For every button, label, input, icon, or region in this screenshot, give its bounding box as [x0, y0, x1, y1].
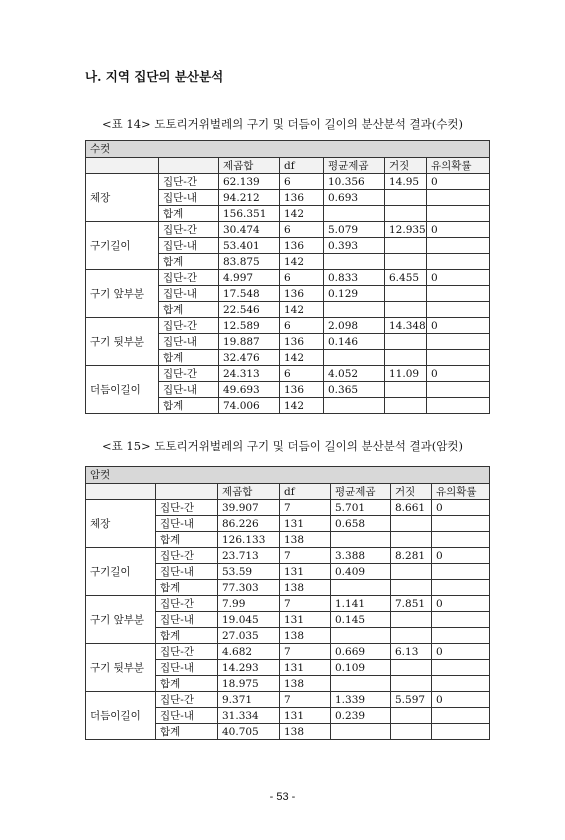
table-cell: 39.907 [218, 500, 280, 516]
table-cell [385, 206, 427, 222]
table-cell: 7 [280, 500, 331, 516]
table-cell [324, 302, 385, 318]
table-cell: 집단-내 [159, 334, 219, 350]
table-cell [324, 206, 385, 222]
table-row [86, 222, 490, 238]
table-cell: 0.393 [324, 238, 385, 254]
table-cell [385, 286, 427, 302]
table-cell: 4.997 [219, 270, 280, 286]
table-cell [391, 676, 432, 692]
table-cell: 0.833 [324, 270, 385, 286]
table-cell: 합계 [156, 628, 218, 644]
table-row [86, 174, 490, 190]
table-cell: 5.701 [331, 500, 391, 516]
group-label: 더듬이길이 [86, 692, 156, 740]
table-cell: 136 [280, 334, 324, 350]
table-cell: 126.133 [218, 532, 280, 548]
table-cell: 138 [280, 580, 331, 596]
table-cell [391, 580, 432, 596]
table-cell: 136 [280, 286, 324, 302]
table-cell [391, 628, 432, 644]
column-header [86, 158, 159, 174]
table-row [86, 596, 490, 612]
table-cell: 6 [280, 366, 324, 382]
table-cell: 142 [280, 398, 324, 414]
table-cell: 19.045 [218, 612, 280, 628]
table-cell: 131 [280, 564, 331, 580]
table-cell: 138 [280, 724, 331, 740]
table-cell: 94.212 [219, 190, 280, 206]
table-cell: 0.365 [324, 382, 385, 398]
table-cell: 10.356 [324, 174, 385, 190]
table-cell: 1.339 [331, 692, 391, 708]
table-cell: 8.661 [391, 500, 432, 516]
table-cell [432, 628, 490, 644]
table-cell: 0 [427, 366, 490, 382]
table-cell: 136 [280, 190, 324, 206]
table-cell: 14.293 [218, 660, 280, 676]
table-cell: 1.141 [331, 596, 391, 612]
column-header: 유의확률 [432, 484, 490, 500]
table-cell [385, 190, 427, 206]
table-cell: 0.409 [331, 564, 391, 580]
table-cell: 7 [280, 596, 331, 612]
table-cell: 0.129 [324, 286, 385, 302]
table-cell [391, 516, 432, 532]
table-cell: 7.99 [218, 596, 280, 612]
table-cell [391, 660, 432, 676]
table-cell: 8.281 [391, 548, 432, 564]
table-cell: 14.95 [385, 174, 427, 190]
table-cell: 집단-내 [156, 708, 218, 724]
table-cell [331, 676, 391, 692]
table-cell: 77.303 [218, 580, 280, 596]
table-cell: 0.658 [331, 516, 391, 532]
table-cell: 7 [280, 692, 331, 708]
table-cell [385, 302, 427, 318]
table-cell: 19.887 [219, 334, 280, 350]
table-row [86, 270, 490, 286]
table-cell: 53.401 [219, 238, 280, 254]
table-cell [432, 676, 490, 692]
column-header [156, 484, 218, 500]
anova-table-female [85, 466, 490, 740]
column-header [159, 158, 219, 174]
table-cell: 7 [280, 644, 331, 660]
table-cell [331, 724, 391, 740]
table-cell [427, 238, 490, 254]
table-cell [427, 382, 490, 398]
table-cell: 9.371 [218, 692, 280, 708]
table-cell [427, 254, 490, 270]
table-cell: 74.006 [219, 398, 280, 414]
table-cell [324, 398, 385, 414]
table-cell: 6 [280, 222, 324, 238]
table-cell [385, 350, 427, 366]
table-cell: 집단-간 [156, 596, 218, 612]
table-cell: 49.693 [219, 382, 280, 398]
table-cell: 138 [280, 676, 331, 692]
table-cell: 142 [280, 206, 324, 222]
table-row [86, 500, 490, 516]
table-cell: 0.146 [324, 334, 385, 350]
table-cell: 합계 [156, 532, 218, 548]
table-cell: 집단-간 [156, 644, 218, 660]
table-cell [385, 398, 427, 414]
table-cell: 0 [427, 174, 490, 190]
table-cell [427, 350, 490, 366]
table-cell: 53.59 [218, 564, 280, 580]
table-cell [385, 254, 427, 270]
table-header-row [86, 158, 490, 174]
table-row [86, 692, 490, 708]
table-cell [331, 532, 391, 548]
table-cell: 0.145 [331, 612, 391, 628]
table-cell: 집단-내 [156, 612, 218, 628]
table-cell: 0.669 [331, 644, 391, 660]
table-cell [427, 302, 490, 318]
table-cell: 합계 [159, 302, 219, 318]
table-cell [385, 334, 427, 350]
table-15-caption: <표 15> 도토리거위벌레의 구기 및 더듬이 길이의 분산분석 결과(암컷) [102, 439, 463, 453]
table-cell: 138 [280, 628, 331, 644]
table-cell [391, 708, 432, 724]
table-cell: 136 [280, 238, 324, 254]
column-header: 거짓 [385, 158, 427, 174]
table-cell: 집단-내 [159, 382, 219, 398]
anova-table-male [85, 140, 490, 414]
table-cell: 집단-내 [159, 286, 219, 302]
table-cell [432, 564, 490, 580]
table-cell [427, 190, 490, 206]
table-cell: 142 [280, 350, 324, 366]
table-cell: 22.546 [219, 302, 280, 318]
column-header: df [280, 158, 324, 174]
group-label: 더듬이길이 [86, 366, 159, 414]
group-label: 구기길이 [86, 548, 156, 596]
table-cell: 142 [280, 254, 324, 270]
table-cell: 6 [280, 174, 324, 190]
table-cell [432, 516, 490, 532]
table-title: 암컷 [86, 467, 490, 484]
table-cell: 86.226 [218, 516, 280, 532]
table-cell: 7.851 [391, 596, 432, 612]
table-cell: 136 [280, 382, 324, 398]
table-cell [324, 254, 385, 270]
table-cell [432, 532, 490, 548]
page-number: - 53 - [269, 791, 296, 803]
column-header: 제곱합 [218, 484, 280, 500]
column-header: df [280, 484, 331, 500]
table-cell [331, 628, 391, 644]
table-cell [427, 398, 490, 414]
table-cell: 집단-내 [159, 238, 219, 254]
table-cell: 27.035 [218, 628, 280, 644]
table-cell [391, 532, 432, 548]
table-cell: 합계 [159, 254, 219, 270]
table-row [86, 644, 490, 660]
table-cell: 2.098 [324, 318, 385, 334]
column-header: 평균제곱 [331, 484, 391, 500]
table-cell: 4.052 [324, 366, 385, 382]
table-cell: 4.682 [218, 644, 280, 660]
table-cell: 집단-내 [156, 660, 218, 676]
group-label: 구기 뒷부분 [86, 644, 156, 692]
table-cell [427, 286, 490, 302]
table-cell: 0 [427, 318, 490, 334]
table-cell: 합계 [156, 580, 218, 596]
table-cell: 3.388 [331, 548, 391, 564]
group-label: 체장 [86, 500, 156, 548]
table-cell: 0 [432, 692, 490, 708]
table-cell: 0 [432, 596, 490, 612]
table-cell [432, 612, 490, 628]
table-cell: 합계 [156, 724, 218, 740]
column-header [86, 484, 156, 500]
table-row [86, 366, 490, 382]
table-cell: 합계 [156, 676, 218, 692]
table-cell: 12.935 [385, 222, 427, 238]
table-cell [432, 724, 490, 740]
table-cell [432, 660, 490, 676]
table-cell: 0.693 [324, 190, 385, 206]
section-heading: 나. 지역 집단의 분산분석 [85, 69, 224, 84]
table-cell: 6.13 [391, 644, 432, 660]
table-cell: 7 [280, 548, 331, 564]
table-cell [385, 382, 427, 398]
table-title-row [86, 467, 490, 484]
table-title: 수컷 [86, 141, 490, 158]
table-cell [427, 206, 490, 222]
table-cell: 0 [432, 500, 490, 516]
table-cell: 5.079 [324, 222, 385, 238]
group-label: 구기 앞부분 [86, 270, 159, 318]
table-cell: 131 [280, 708, 331, 724]
table-cell: 집단-간 [159, 318, 219, 334]
table-cell [385, 238, 427, 254]
table-cell: 0 [432, 644, 490, 660]
table-row [86, 318, 490, 334]
table-cell: 0 [427, 222, 490, 238]
table-cell: 집단-간 [156, 548, 218, 564]
table-cell: 83.875 [219, 254, 280, 270]
table-cell: 156.351 [219, 206, 280, 222]
table-row [86, 548, 490, 564]
table-cell: 집단-내 [159, 190, 219, 206]
table-cell: 집단-간 [159, 366, 219, 382]
table-cell: 집단-간 [159, 270, 219, 286]
group-label: 구기 앞부분 [86, 596, 156, 644]
table-14-caption: <표 14> 도토리거위벌레의 구기 및 더듬이 길이의 분산분석 결과(수컷) [102, 117, 463, 131]
table-cell: 12.589 [219, 318, 280, 334]
table-cell: 집단-간 [156, 692, 218, 708]
column-header: 거짓 [391, 484, 432, 500]
table-cell: 0.109 [331, 660, 391, 676]
group-label: 구기 뒷부분 [86, 318, 159, 366]
table-cell: 131 [280, 516, 331, 532]
column-header: 제곱합 [219, 158, 280, 174]
table-cell: 11.09 [385, 366, 427, 382]
table-cell: 40.705 [218, 724, 280, 740]
table-cell [391, 564, 432, 580]
table-cell: 18.975 [218, 676, 280, 692]
table-cell [432, 580, 490, 596]
group-label: 체장 [86, 174, 159, 222]
table-cell: 집단-간 [156, 500, 218, 516]
table-cell: 14.348 [385, 318, 427, 334]
table-cell: 142 [280, 302, 324, 318]
table-cell: 합계 [159, 350, 219, 366]
table-cell: 5.597 [391, 692, 432, 708]
group-label: 구기길이 [86, 222, 159, 270]
table-cell: 23.713 [218, 548, 280, 564]
table-cell: 0.239 [331, 708, 391, 724]
table-cell: 6 [280, 270, 324, 286]
table-cell: 131 [280, 660, 331, 676]
table-cell [427, 334, 490, 350]
table-cell: 집단-간 [159, 174, 219, 190]
table-cell: 17.548 [219, 286, 280, 302]
table-cell: 62.139 [219, 174, 280, 190]
table-cell: 집단-내 [156, 516, 218, 532]
column-header: 평균제곱 [324, 158, 385, 174]
table-header-row [86, 484, 490, 500]
table-cell: 0 [432, 548, 490, 564]
table-cell: 31.334 [218, 708, 280, 724]
table-cell [391, 612, 432, 628]
table-cell [324, 350, 385, 366]
table-cell: 합계 [159, 206, 219, 222]
table-cell: 집단-내 [156, 564, 218, 580]
table-cell: 집단-간 [159, 222, 219, 238]
table-cell: 24.313 [219, 366, 280, 382]
table-cell: 합계 [159, 398, 219, 414]
column-header: 유의확률 [427, 158, 490, 174]
table-title-row [86, 141, 490, 158]
table-cell: 0 [427, 270, 490, 286]
table-cell [331, 580, 391, 596]
table-cell: 30.474 [219, 222, 280, 238]
table-cell: 6 [280, 318, 324, 334]
table-cell: 32.476 [219, 350, 280, 366]
table-cell: 138 [280, 532, 331, 548]
table-cell: 131 [280, 612, 331, 628]
table-cell [391, 724, 432, 740]
table-cell: 6.455 [385, 270, 427, 286]
table-cell [432, 708, 490, 724]
